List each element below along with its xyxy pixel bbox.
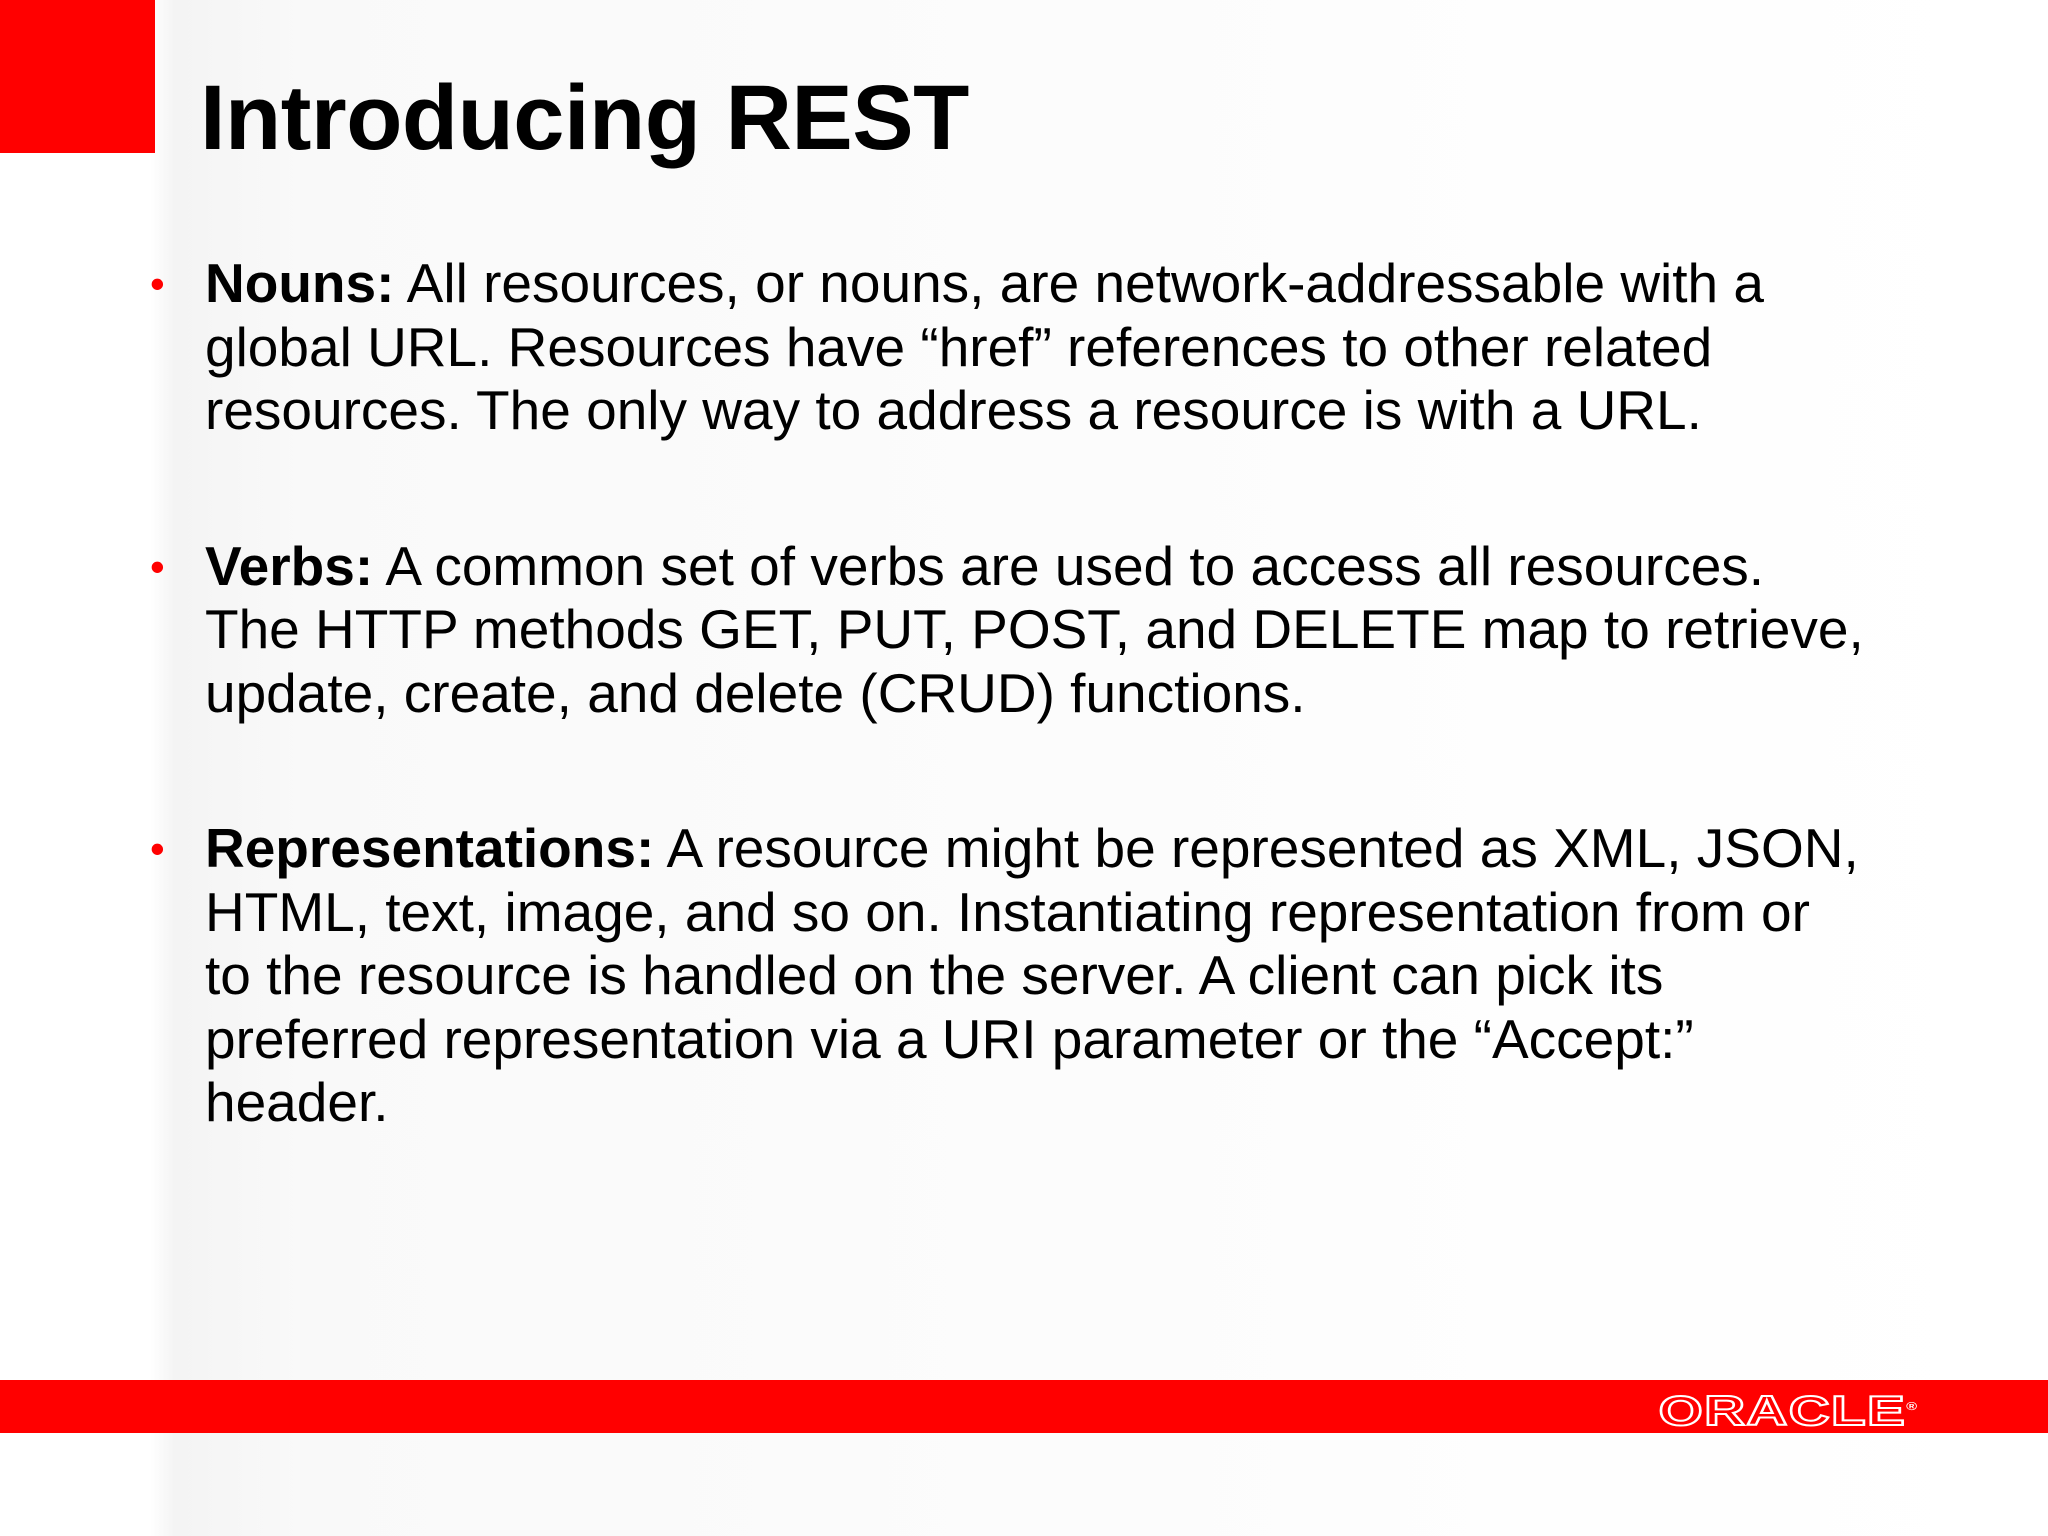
bullet-representations [150,817,1870,1135]
bullet-dot-icon: • [150,260,165,307]
trademark-symbol: ® [1905,1401,1918,1413]
oracle-logo [1658,1387,1918,1434]
bullet-text: A resource might be represented as XML, JSON, HTML, text, image, and so on. Instantiating representation from or to the resource is handled on the server. A client can pick its preferred representation via a URI parameter or the “Accept:” header. [205,817,1859,1133]
bullet-text: A common set of verbs are used to access all resources. The HTTP methods GET, PUT, POST, and DELETE map to retrieve, update, create, and delete (CRUD) functions. [205,534,1864,724]
bullet-term: Nouns: [205,252,395,314]
bullet-list [150,252,1870,1135]
oracle-logo-text: ORACLE [1658,1387,1906,1434]
bullet-text: All resources, or nouns, are network-addressable with a global URL. Resources have “href” references to other related resources. The only way to address a resource is with a URL. [205,252,1765,441]
slide-title: Introducing REST [200,67,969,169]
bullet-term: Verbs: [205,534,374,597]
bullet-dot-icon: • [150,542,165,590]
bullet-verbs [150,535,1870,726]
bullet-term: Representations: [205,817,655,879]
bullet-dot-icon: • [150,825,165,872]
corner-accent-block [0,0,155,153]
bullet-nouns [150,252,1870,443]
